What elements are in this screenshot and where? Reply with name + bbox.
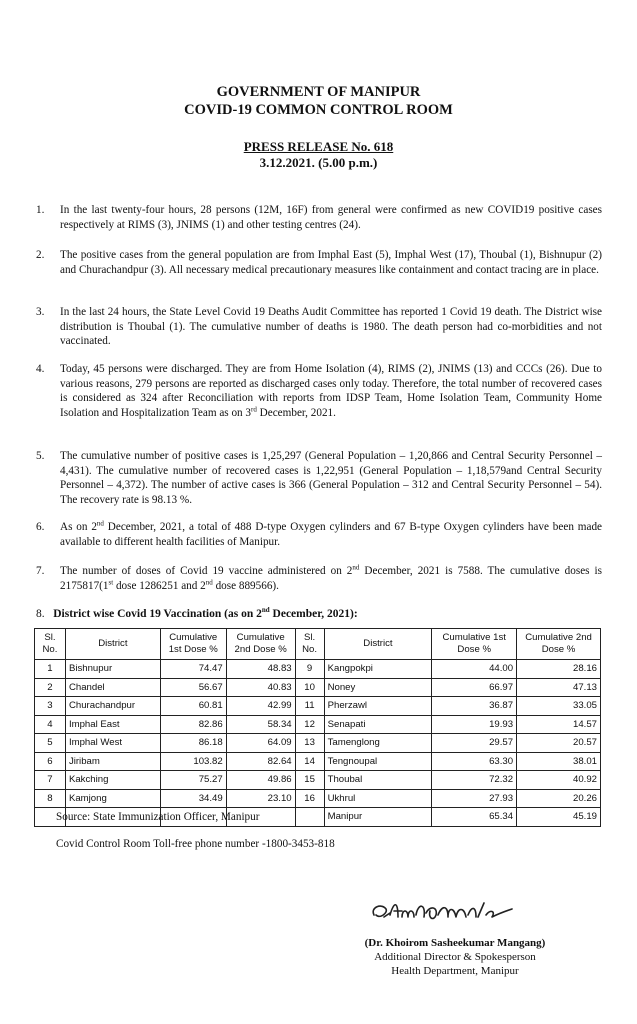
- first-dose-cell: 82.86: [160, 715, 226, 734]
- first-dose-cell: 44.00: [432, 660, 517, 679]
- sl-no-cell: 3: [35, 697, 66, 716]
- table-row: [35, 734, 601, 753]
- district-cell: Imphal East: [65, 715, 160, 734]
- district-cell: Churachandpur: [65, 697, 160, 716]
- second-dose-cell: 82.64: [226, 752, 295, 771]
- item-text: The positive cases from the general population are from Imphal East (5), Imphal West (17), Thoubal (1), Bishnupur (2) and Churachandpur (3). All necessary medical precautionary measures like containment and contact tracing are in place.: [60, 249, 602, 276]
- second-dose-cell: 28.16: [517, 660, 601, 679]
- source-note: Source: State Immunization Officer, Manipur: [56, 811, 260, 823]
- second-dose-cell: 49.86: [226, 771, 295, 790]
- district-cell: Jiribam: [65, 752, 160, 771]
- vaccination-table: [34, 628, 601, 827]
- tollfree-note: Covid Control Room Toll-free phone number -1800-3453-818: [56, 838, 335, 850]
- district-cell: Senapati: [324, 715, 432, 734]
- handwritten-signature: [368, 893, 518, 929]
- header-control-room: COVID-19 COMMON CONTROL ROOM: [184, 102, 453, 118]
- first-dose-cell: 27.93: [432, 789, 517, 808]
- sl-no-cell: 9: [295, 660, 324, 679]
- second-dose-cell: 45.19: [517, 808, 601, 827]
- district-cell: Manipur: [324, 808, 432, 827]
- item-text: The number of doses of Covid 19 vaccine administered on 2nd December, 2021 is 7588. The cumulative doses is 2175817(1st dose 1286251 and 2nd dose 889566).: [60, 563, 602, 592]
- district-cell: Noney: [324, 678, 432, 697]
- second-dose-cell: 58.34: [226, 715, 295, 734]
- table-row: [35, 752, 601, 771]
- district-cell: Ukhrul: [324, 789, 432, 808]
- sl-no-cell: 15: [295, 771, 324, 790]
- district-cell: Pherzawl: [324, 697, 432, 716]
- second-dose-cell: 20.26: [517, 789, 601, 808]
- item-1: [36, 203, 602, 232]
- signatory-name: (Dr. Khoirom Sasheekumar Mangang): [364, 937, 546, 949]
- col-header: Cumulative 1st Dose %: [432, 629, 517, 660]
- second-dose-cell: 48.83: [226, 660, 295, 679]
- sl-no-cell: 7: [35, 771, 66, 790]
- first-dose-cell: 19.93: [432, 715, 517, 734]
- item-3: [36, 305, 602, 349]
- table-row: [35, 660, 601, 679]
- first-dose-cell: 66.97: [432, 678, 517, 697]
- first-dose-cell: 56.67: [160, 678, 226, 697]
- sl-no-cell: 1: [35, 660, 66, 679]
- table-row: [35, 789, 601, 808]
- item-6: [36, 520, 602, 549]
- table-header-row: [35, 629, 601, 660]
- sl-no-cell: 10: [295, 678, 324, 697]
- district-cell: Chandel: [65, 678, 160, 697]
- item-text: As on 2nd December, 2021, a total of 488 D-type Oxygen cylinders and 67 B-type Oxygen cylinders have been made available to different health facilities of Manipur.: [60, 519, 602, 548]
- district-cell: Kakching: [65, 771, 160, 790]
- sl-no-cell: 8: [35, 789, 66, 808]
- second-dose-cell: 40.83: [226, 678, 295, 697]
- sl-no-cell: [295, 808, 324, 827]
- press-release-date: 3.12.2021. (5.00 p.m.): [259, 155, 378, 170]
- first-dose-cell: 75.27: [160, 771, 226, 790]
- item-text: Today, 45 persons were discharged. They are from Home Isolation (4), RIMS (2), JNIMS (13) and CCCs (26). Due to various reasons, 279 persons are reported as discharged cases only today. Therefore, the total number of recovered cases is considered as 324 after Reconciliation with reports from IDSP Team, Home Isolation Team, Community Home Isolation and Hospitalization Team as on 3rd December, 2021.: [60, 363, 602, 419]
- sl-no-cell: 6: [35, 752, 66, 771]
- district-cell: Kamjong: [65, 789, 160, 808]
- sl-no-cell: 16: [295, 789, 324, 808]
- item-text: The cumulative number of positive cases is 1,25,297 (General Population – 1,20,866 and Central Security Personnel – 4,431). The cumulative number of recovered cases is 1,22,951 (General Population – 1,18,579and Central Security Personnel – 4,372). The number of active cases is 366 (General Population – 312 and Central Security Personnel – 54). The recovery rate is 98.13 %.: [60, 450, 602, 506]
- col-header: District: [65, 629, 160, 660]
- item-7: [36, 564, 602, 593]
- col-header: Sl. No.: [295, 629, 324, 660]
- district-cell: Kangpokpi: [324, 660, 432, 679]
- table-row: [35, 697, 601, 716]
- col-header: Cumulative 2nd Dose %: [517, 629, 601, 660]
- signatory-title: Additional Director & Spokesperson: [374, 951, 536, 963]
- district-cell: Tamenglong: [324, 734, 432, 753]
- second-dose-cell: 14.57: [517, 715, 601, 734]
- first-dose-cell: 60.81: [160, 697, 226, 716]
- sl-no-cell: 14: [295, 752, 324, 771]
- second-dose-cell: 23.10: [226, 789, 295, 808]
- second-dose-cell: 47.13: [517, 678, 601, 697]
- item-number: 8.: [36, 608, 45, 620]
- sl-no-cell: 12: [295, 715, 324, 734]
- table-row: [35, 771, 601, 790]
- sl-no-cell: 4: [35, 715, 66, 734]
- item-8-title: 8. District wise Covid 19 Vaccination (as on 2nd December, 2021):: [36, 606, 358, 620]
- item-2: [36, 248, 602, 277]
- col-header: District: [324, 629, 432, 660]
- first-dose-cell: 63.30: [432, 752, 517, 771]
- first-dose-cell: 34.49: [160, 789, 226, 808]
- sl-no-cell: 5: [35, 734, 66, 753]
- second-dose-cell: 20.57: [517, 734, 601, 753]
- item-text: In the last 24 hours, the State Level Covid 19 Deaths Audit Committee has reported 1 Covid 19 death. The District wise distribution is Thoubal (1). The cumulative number of deaths is 1980. The death person had co-morbidities and not vaccinated.: [60, 306, 602, 347]
- second-dose-cell: 40.92: [517, 771, 601, 790]
- first-dose-cell: 65.34: [432, 808, 517, 827]
- item-text: In the last twenty-four hours, 28 persons (12M, 16F) from general were confirmed as new COVID19 positive cases respectively at RIMS (3), JNIMS (1) and other testing centres (24).: [60, 204, 602, 231]
- second-dose-cell: 33.05: [517, 697, 601, 716]
- col-header: Cumulative 1st Dose %: [160, 629, 226, 660]
- district-cell: Thoubal: [324, 771, 432, 790]
- district-cell: Tengnoupal: [324, 752, 432, 771]
- first-dose-cell: 103.82: [160, 752, 226, 771]
- second-dose-cell: 38.01: [517, 752, 601, 771]
- sl-no-cell: 2: [35, 678, 66, 697]
- table-row: [35, 678, 601, 697]
- press-release-number: PRESS RELEASE No. 618: [243, 139, 394, 154]
- item-number: 1.: [36, 204, 45, 216]
- item-number: 6.: [36, 521, 45, 533]
- header-government: GOVERNMENT OF MANIPUR: [216, 84, 421, 100]
- signatory-department: Health Department, Manipur: [391, 965, 519, 977]
- first-dose-cell: 36.87: [432, 697, 517, 716]
- district-cell: Imphal West: [65, 734, 160, 753]
- sl-no-cell: 13: [295, 734, 324, 753]
- item-number: 5.: [36, 450, 45, 462]
- district-cell: Bishnupur: [65, 660, 160, 679]
- first-dose-cell: 72.32: [432, 771, 517, 790]
- second-dose-cell: 64.09: [226, 734, 295, 753]
- first-dose-cell: 29.57: [432, 734, 517, 753]
- col-header: Cumulative 2nd Dose %: [226, 629, 295, 660]
- item-number: 3.: [36, 306, 45, 318]
- item-number: 7.: [36, 565, 45, 577]
- sl-no-cell: 11: [295, 697, 324, 716]
- item-5: [36, 449, 602, 507]
- item-4: [36, 362, 602, 420]
- col-header: Sl. No.: [35, 629, 66, 660]
- item-number: 4.: [36, 363, 45, 375]
- item-number: 2.: [36, 249, 45, 261]
- first-dose-cell: 74.47: [160, 660, 226, 679]
- table-row: [35, 715, 601, 734]
- first-dose-cell: 86.18: [160, 734, 226, 753]
- second-dose-cell: 42.99: [226, 697, 295, 716]
